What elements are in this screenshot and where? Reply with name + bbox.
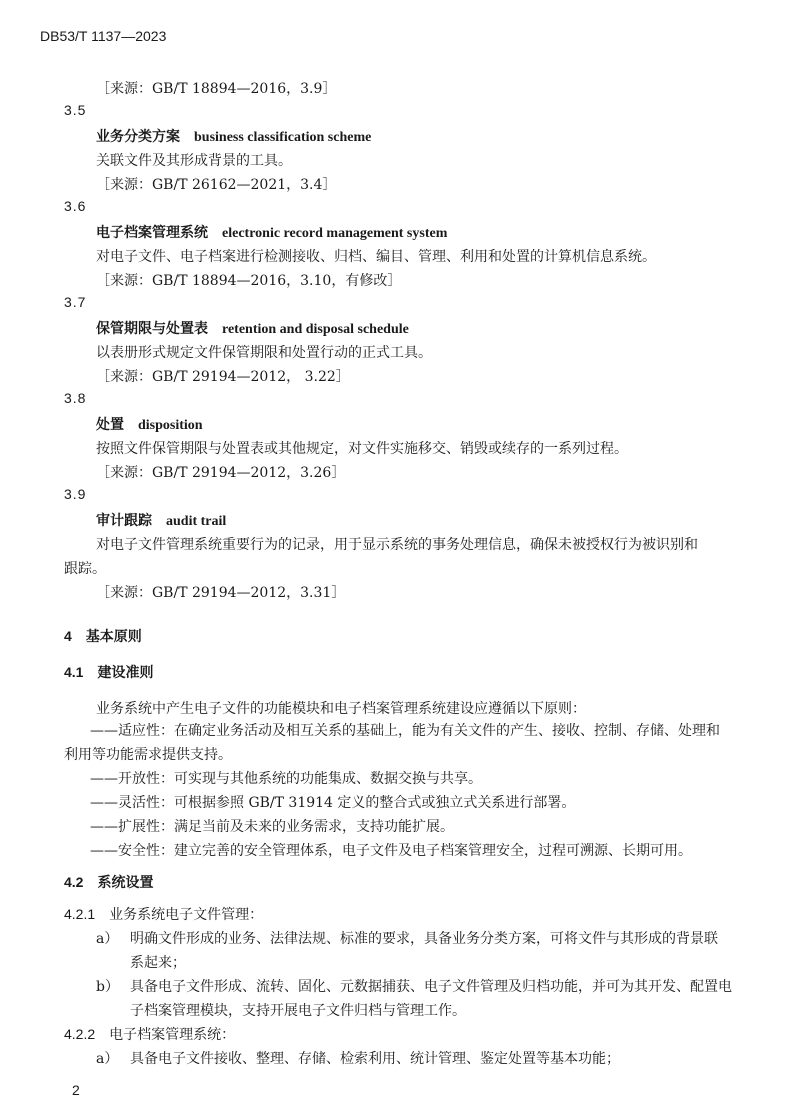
paragraph: 业务系统中产生电子文件的功能模块和电子档案管理系统建设应遵循以下原则： [96, 701, 586, 717]
term-heading [96, 222, 447, 242]
source-citation: ［来源：GB/T 29194—2012， 3.22］ [96, 369, 350, 385]
term-en: business classification scheme [194, 130, 372, 145]
term-en: electronic record management system [222, 226, 448, 241]
source-citation: ［来源：GB/T 18894—2016，3.10，有修改］ [96, 273, 402, 289]
term-zh: 审计跟踪 [96, 513, 152, 529]
term-heading [96, 510, 226, 530]
page-number: 2 [72, 1082, 80, 1098]
document-id-header: DB53/T 1137—2023 [40, 28, 167, 44]
section-title: 系统设置 [97, 874, 154, 890]
term-definition: 关联文件及其形成背景的工具。 [96, 153, 292, 169]
term-number: 3.8 [64, 390, 87, 406]
source-citation: ［来源：GB/T 26162—2021，3.4］ [96, 177, 337, 193]
section-number: 4.2 [64, 874, 84, 890]
term-definition: 对电子文件、电子档案进行检测接收、归档、编目、管理、利用和处置的计算机信息系统。 [96, 249, 656, 265]
section-title: 建设准则 [97, 664, 154, 680]
section-title: 基本原则 [85, 628, 142, 644]
term-number: 3.7 [64, 294, 87, 310]
term-zh: 处置 [96, 417, 124, 433]
subsection-title: 业务系统电子文件管理： [109, 907, 264, 923]
term-number: 3.5 [64, 102, 87, 118]
section-heading-4 [64, 626, 142, 646]
term-zh: 电子档案管理系统 [96, 225, 208, 241]
principle-item: ——灵活性：可根据参照 GB/T 31914 定义的整合式或独立式关系进行部署。 [90, 795, 576, 811]
list-item: 具备电子文件形成、流转、固化、元数据捕获、电子文件管理及归档功能，并可为其开发、配置电 [130, 979, 732, 995]
list-label: a） [96, 931, 119, 947]
term-heading [96, 318, 409, 338]
term-definition: 以表册形式规定文件保管期限和处置行动的正式工具。 [96, 345, 432, 361]
section-number: 4 [64, 628, 72, 644]
source-citation: ［来源：GB/T 29194—2012，3.26］ [96, 465, 346, 481]
subsection-number: 4.2.2 [64, 1026, 96, 1042]
term-heading [96, 126, 371, 146]
list-item: 具备电子文件接收、整理、存储、检索利用、统计管理、鉴定处置等基本功能； [130, 1051, 620, 1067]
term-heading [96, 414, 203, 434]
principle-item: ——安全性：建立完善的安全管理体系，电子文件及电子档案管理安全，过程可溯源、长期可用。 [90, 843, 692, 859]
source-citation: ［来源：GB/T 18894—2016，3.9］ [96, 81, 337, 97]
section-heading-4-2 [64, 872, 153, 892]
subsection-4-2-1 [64, 904, 263, 924]
term-definition: 对电子文件管理系统重要行为的记录，用于显示系统的事务处理信息，确保未被授权行为被识别和 [96, 537, 698, 553]
term-definition: 按照文件保管期限与处置表或其他规定，对文件实施移交、销毁或续存的一系列过程。 [96, 441, 628, 457]
term-number: 3.9 [64, 486, 87, 502]
subsection-number: 4.2.1 [64, 906, 96, 922]
subsection-title: 电子档案管理系统： [109, 1027, 236, 1043]
term-definition-continued: 跟踪。 [64, 561, 106, 577]
term-zh: 保管期限与处置表 [96, 321, 208, 337]
list-label: b） [96, 979, 119, 995]
term-en: audit trail [166, 514, 227, 529]
source-citation: ［来源：GB/T 29194—2012，3.31］ [96, 585, 346, 601]
term-zh: 业务分类方案 [96, 129, 180, 145]
principle-item: ——适应性：在确定业务活动及相互关系的基础上，能为有关文件的产生、接收、控制、存储、处理和 [90, 723, 720, 739]
list-item: 明确文件形成的业务、法律法规、标准的要求，具备业务分类方案，可将文件与其形成的背景联 [130, 931, 718, 947]
section-number: 4.1 [64, 664, 84, 680]
principle-item: ——开放性：可实现与其他系统的功能集成、数据交换与共享。 [90, 771, 482, 787]
principle-item: ——扩展性：满足当前及未来的业务需求，支持功能扩展。 [90, 819, 454, 835]
subsection-4-2-2 [64, 1024, 235, 1044]
term-en: disposition [138, 418, 203, 433]
term-number: 3.6 [64, 198, 87, 214]
principle-item-continued: 利用等功能需求提供支持。 [64, 747, 232, 763]
section-heading-4-1 [64, 662, 153, 682]
list-item-continued: 子档案管理模块，支持开展电子文件归档与管理工作。 [130, 1003, 466, 1019]
term-en: retention and disposal schedule [222, 322, 409, 337]
list-label: a） [96, 1051, 119, 1067]
list-item-continued: 系起来； [130, 955, 186, 971]
